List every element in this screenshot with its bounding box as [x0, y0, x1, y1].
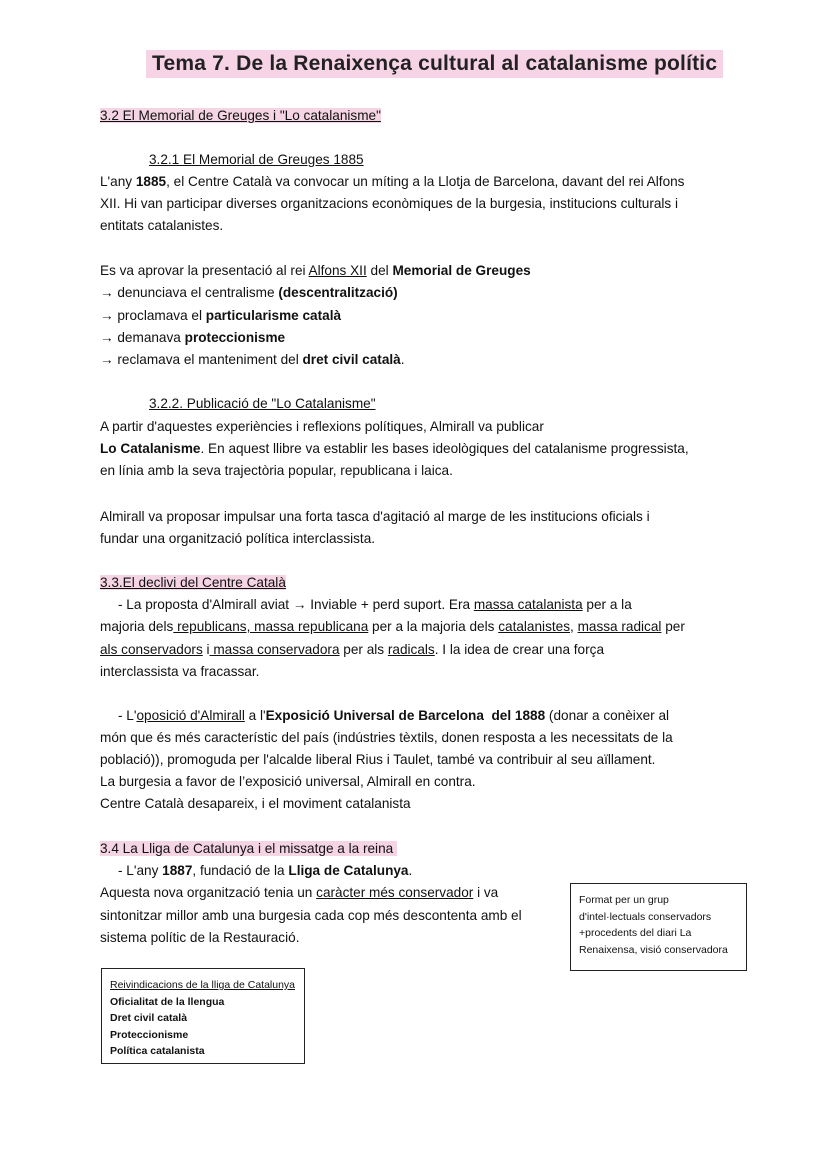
text-run: Aquesta nova organització tenia un: [100, 885, 317, 900]
text-run: i va: [473, 885, 499, 900]
text-run: oposició d'Almirall: [136, 708, 245, 723]
text-run: per a la: [582, 597, 632, 612]
text-run: 3.4 La Lliga de Catalunya i el missatge a la reina: [100, 841, 397, 856]
text-run: 1885: [135, 174, 167, 189]
section-heading-3-4: [100, 840, 397, 858]
paragraph-line: [118, 596, 632, 614]
text-run: del: [366, 263, 393, 278]
text-run: ,: [570, 619, 578, 634]
text-run: → reclamava el manteniment del: [100, 352, 303, 367]
claims-box: [101, 968, 305, 1064]
subheading-3-2-1: [149, 151, 364, 169]
text-run: (donar a conèixer al: [545, 708, 670, 723]
text-run: majoria dels: [100, 619, 174, 634]
paragraph-line: [100, 618, 685, 636]
claims-item: Oficialitat de la llengua: [110, 995, 225, 1008]
text-run: 3.2.1 El Memorial de Greuges 1885: [149, 152, 364, 167]
paragraph-line: interclassista va fracassar.: [100, 664, 260, 679]
bullet-item: [100, 351, 405, 369]
text-run: - La proposta d'Almirall aviat → Inviable + perd suport. Era: [118, 597, 474, 612]
paragraph-line: [100, 173, 684, 191]
paragraph-line: Almirall va proposar impulsar una forta tasca d'agitació al marge de les institucions oficials i: [100, 509, 650, 524]
text-run: Es va aprovar la presentació al rei: [100, 263, 309, 278]
text-run: Lo Catalanisme: [100, 441, 201, 456]
side-note-box: [570, 883, 747, 971]
bullet-item: [100, 307, 341, 325]
note-line: d'intel·lectuals conservadors: [579, 910, 712, 923]
text-run: - L'any: [118, 863, 163, 878]
text-run: massa radical: [577, 619, 662, 634]
paragraph-line: XII. Hi van participar diverses organitzacions econòmiques de la burgesia, institucions culturals i: [100, 196, 679, 211]
text-run: proteccionisme: [184, 330, 286, 345]
paragraph-line: població)), promoguda per l'alcalde liberal Rius i Taulet, també va contribuir al seu aïllament.: [100, 752, 656, 767]
text-run: Alfons XII: [308, 263, 367, 278]
text-run: . I la idea de crear una força: [434, 642, 604, 657]
note-line: Renaixensa, visió conservadora: [579, 943, 728, 956]
paragraph-line: [100, 262, 531, 280]
text-run: . En aquest llibre va establir les bases ideològiques del catalanisme progressista,: [200, 441, 689, 456]
text-run: .: [408, 863, 413, 878]
paragraph-line: fundar una organització política interclassista.: [100, 531, 376, 546]
section-heading-3-2: [100, 107, 381, 125]
text-run: massa catalanista: [473, 597, 583, 612]
page-title: Tema 7. De la Renaixença cultural al catalanisme polític: [146, 50, 723, 78]
text-run: Exposició Universal de Barcelona del 1888: [265, 708, 546, 723]
section-heading-3-3: [100, 574, 286, 592]
text-run: particularisme català: [205, 308, 342, 323]
paragraph-line: [100, 440, 689, 458]
text-run: Lliga de Catalunya: [288, 863, 409, 878]
text-run: , el Centre Català va convocar un míting a la Llotja de Barcelona, davant del rei Alfons: [166, 174, 685, 189]
text-run: catalanistes: [498, 619, 571, 634]
paragraph-line: Centre Català desapareix, i el moviment catalanista: [100, 796, 411, 811]
text-run: , fundació de la: [192, 863, 289, 878]
text-run: - L': [118, 708, 137, 723]
text-run: → denunciava el centralisme: [100, 285, 279, 300]
note-line: Format per un grup: [579, 894, 669, 906]
text-run: 3.3.El declivi del Centre Català: [100, 575, 286, 590]
text-run: a l': [244, 708, 266, 723]
text-run: per a la majoria dels: [368, 619, 499, 634]
text-run: L'any: [100, 174, 136, 189]
text-run: 1887: [162, 863, 193, 878]
text-run: 3.2.2. Publicació de "Lo Catalanisme": [149, 396, 376, 411]
paragraph-line: entitats catalanistes.: [100, 218, 224, 233]
paragraph-line: sistema polític de la Restauració.: [100, 930, 300, 945]
paragraph-line: en línia amb la seva trajectòria popular, republicana i laica.: [100, 463, 453, 478]
paragraph-line: [118, 862, 412, 880]
paragraph-line: A partir d'aquestes experiències i reflexions polítiques, Almirall va publicar: [100, 419, 544, 434]
paragraph-line: La burgesia a favor de l’exposició universal, Almirall en contra.: [100, 774, 476, 789]
text-run: .: [400, 352, 405, 367]
note-line: +procedents del diari La: [579, 927, 692, 939]
bullet-item: [100, 329, 285, 347]
claims-item: Proteccionisme: [110, 1028, 189, 1041]
claims-item: Política catalanista: [110, 1045, 205, 1057]
paragraph-line: món que és més característic del país (indústries tèxtils, donen resposta a les necessitats de la: [100, 730, 673, 745]
text-run: i: [202, 642, 210, 657]
subheading-3-2-2: [149, 395, 376, 413]
text-run: dret civil català: [302, 352, 401, 367]
text-run: radicals: [387, 642, 435, 657]
text-run: caràcter més conservador: [316, 885, 474, 900]
text-run: als conservadors: [100, 642, 203, 657]
text-run: 3.2 El Memorial de Greuges i "Lo catalanisme": [100, 108, 381, 123]
bullet-item: [100, 284, 398, 302]
text-run: → proclamava el: [100, 308, 206, 323]
text-run: republicans, massa republicana: [173, 619, 369, 634]
paragraph-line: sintonitzar millor amb una burgesia cada cop més descontenta amb el: [100, 908, 522, 923]
text-run: Memorial de Greuges: [392, 263, 531, 278]
paragraph-line: [100, 884, 498, 902]
claims-heading: Reivindicacions de la lliga de Catalunya: [110, 979, 296, 991]
paragraph-line: [100, 641, 604, 659]
text-run: → demanava: [100, 330, 185, 345]
claims-item: Dret civil català: [110, 1012, 188, 1024]
text-run: per: [661, 619, 685, 634]
text-run: per als: [339, 642, 388, 657]
text-run: massa conservadora: [209, 642, 340, 657]
paragraph-line: [118, 707, 669, 725]
text-run: (descentralització): [278, 285, 398, 300]
